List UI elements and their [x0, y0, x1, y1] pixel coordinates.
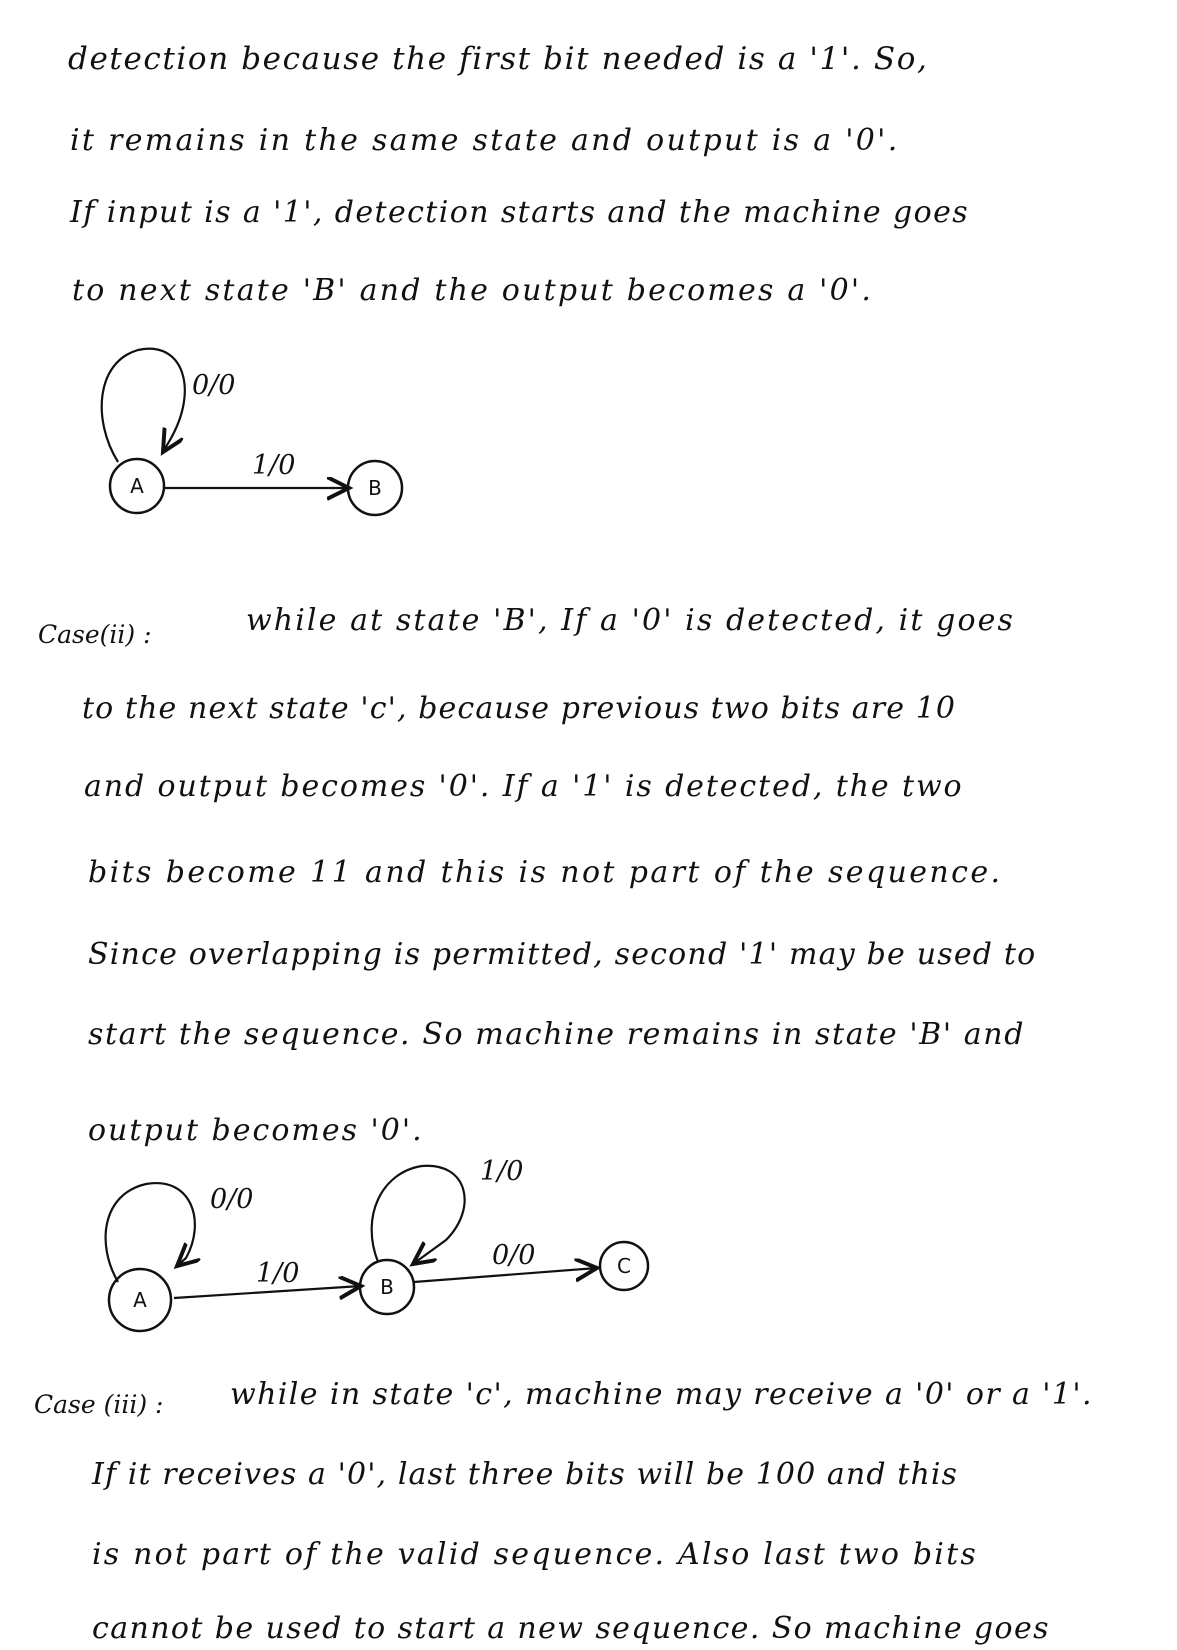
text-line: If input is a '1', detection starts and the machine goes [70, 195, 970, 230]
text-line: it remains in the same state and output is a '0'. [70, 123, 900, 158]
state-b-label: B [368, 476, 382, 500]
text-line: cannot be used to start a new sequence. So machine goes [92, 1611, 1050, 1646]
text-line: while at state 'B', If a '0' is detected, it goes [246, 603, 1015, 638]
text-line: is not part of the valid sequence. Also last two bits [92, 1537, 978, 1572]
text-line: while in state 'c', machine may receive a '0' or a '1'. [230, 1377, 1093, 1412]
self-loop-b [372, 1166, 465, 1264]
self-loop-b-label: 1/0 [480, 1156, 524, 1187]
state-a-label: A [133, 1288, 147, 1312]
text-line: to the next state 'c', because previous two bits are 10 [82, 691, 957, 726]
transition-a-b-label: 1/0 [256, 1258, 300, 1289]
text-line: to next state 'B' and the output becomes a '0'. [72, 273, 874, 308]
state-a-label: A [130, 474, 144, 498]
case-iii-label: Case (iii) : [34, 1390, 164, 1419]
text-line: detection because the first bit needed is a '1'. So, [68, 41, 929, 77]
self-loop-a [106, 1183, 195, 1282]
text-line: bits become 11 and this is not part of the sequence. [88, 855, 1003, 890]
text-line: Since overlapping is permitted, second '1' may be used to [88, 937, 1037, 972]
transition-b-c-label: 0/0 [492, 1240, 536, 1271]
self-loop-a-label: 0/0 [210, 1184, 254, 1215]
text-line: start the sequence. So machine remains in state 'B' and [88, 1017, 1026, 1052]
self-loop-a-label: 0/0 [192, 370, 236, 401]
text-line: and output becomes '0'. If a '1' is detected, the two [84, 769, 964, 804]
case-ii-label: Case(ii) : [38, 620, 152, 649]
state-c-label: C [617, 1254, 631, 1278]
text-line: If it receives a '0', last three bits will be 100 and this [92, 1457, 959, 1492]
transition-a-b-label: 1/0 [252, 450, 296, 481]
state-b-label: B [380, 1275, 394, 1299]
text-line: output becomes '0'. [88, 1113, 424, 1148]
